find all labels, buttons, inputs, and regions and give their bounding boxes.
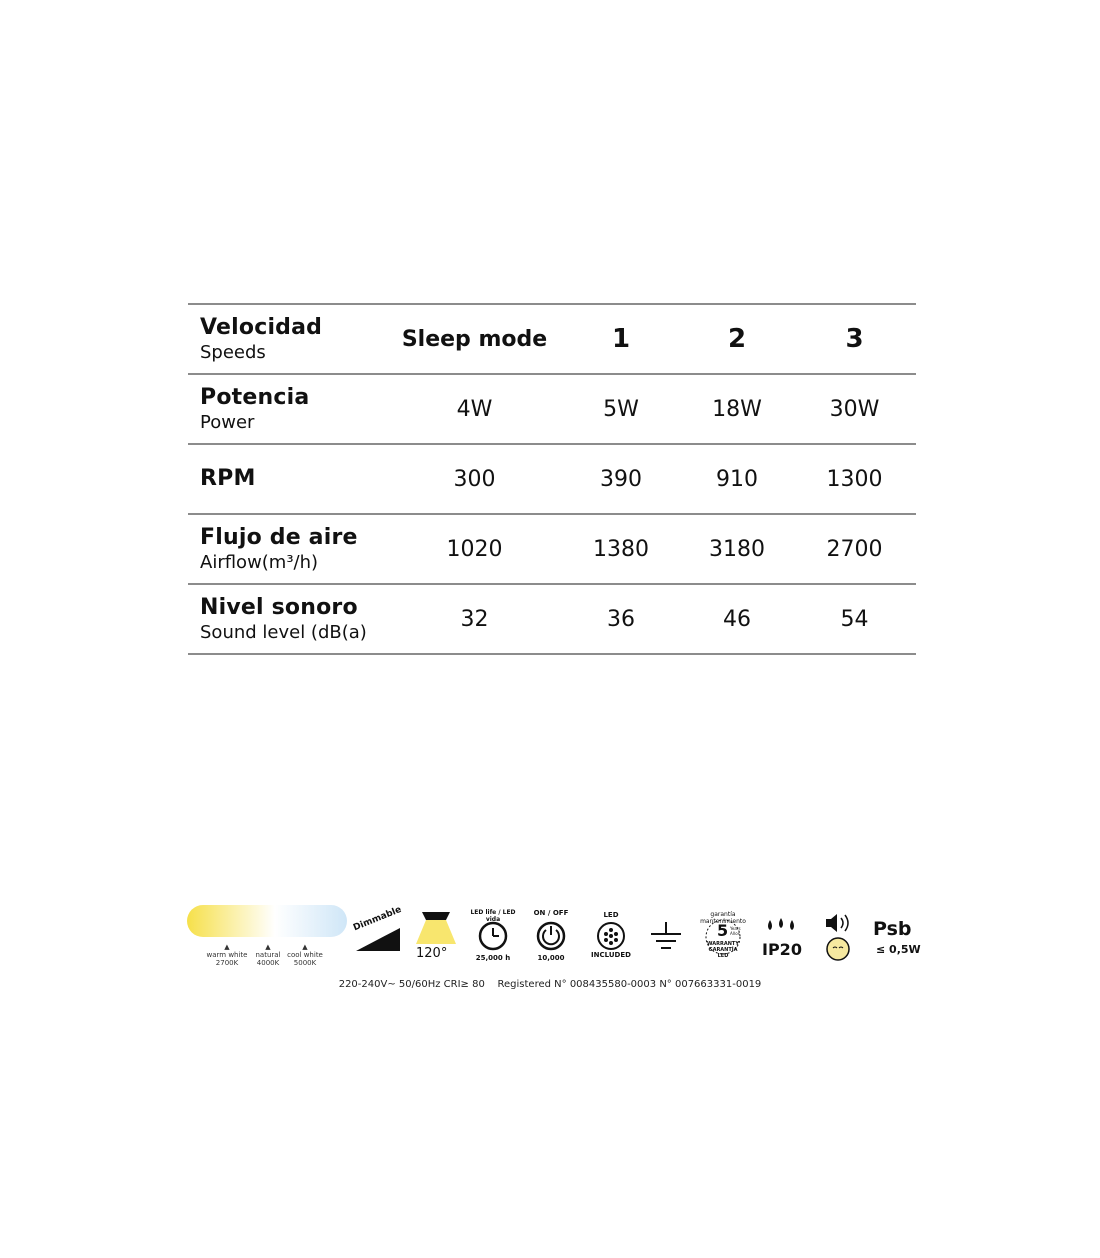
- temp-name: cool white: [287, 951, 323, 959]
- label-en: Sound level (dB(a): [200, 621, 367, 643]
- temp-warm: ▲ warm white 2700K: [203, 943, 251, 967]
- ip-rating: IP20: [762, 940, 802, 959]
- warranty-line: GARANTÍA: [708, 947, 738, 953]
- row-label: [188, 524, 388, 573]
- warranty-number: 5: [717, 921, 729, 940]
- ground-icon: [648, 920, 684, 954]
- led-life-top: LED life / LED vida: [470, 909, 516, 923]
- temp-k: 5000K: [293, 959, 317, 967]
- temp-name: natural: [255, 951, 281, 959]
- beam-angle-icon: [414, 910, 458, 946]
- quiet-baby-icon: [818, 913, 856, 963]
- table-cell: 5W: [603, 396, 639, 422]
- label-en: Airflow(m³/h): [200, 551, 319, 573]
- row-label: [188, 314, 388, 363]
- table-row-airflow: [188, 513, 916, 583]
- led-life-bottom: 25,000 h: [475, 954, 511, 962]
- row-label: [188, 468, 388, 490]
- label-es: Velocidad: [200, 314, 323, 340]
- table-cell: 54: [840, 606, 869, 632]
- table-cell: 3180: [709, 536, 765, 562]
- temp-name: warm white: [206, 951, 248, 959]
- table-cell: 30W: [829, 396, 880, 422]
- label-es: Nivel sonoro: [200, 594, 358, 620]
- beam-angle-label: 120°: [416, 946, 448, 961]
- footnote: 220-240V~ 50/60Hz CRI≥ 80 Registered N° 008435580-0003 N° 007663331-0019: [338, 979, 762, 990]
- led-bottom: INCLUDED: [591, 951, 631, 959]
- dimmable-label: Dimmable: [352, 904, 404, 934]
- table-cell: 32: [460, 606, 489, 632]
- warranty-line: WARRANTY: [707, 941, 739, 947]
- warranty-line: LED: [717, 953, 729, 959]
- row-label: [188, 384, 388, 433]
- table-cell: 1380: [593, 536, 649, 562]
- label-es: Flujo de aire: [200, 524, 358, 550]
- table-cell: 4W: [456, 396, 493, 422]
- table-cell: 18W: [712, 396, 762, 422]
- header-sleep-mode: Sleep mode: [401, 326, 548, 352]
- color-temperature-bar: [186, 904, 348, 938]
- table-cell: 390: [600, 466, 642, 492]
- onoff-bottom: 10,000: [537, 954, 565, 962]
- warranty-text: [700, 941, 746, 959]
- table-cell: 300: [453, 466, 496, 492]
- table-cell: 36: [607, 606, 635, 632]
- led-top: LED: [603, 911, 619, 919]
- warranty-top: garantía mantenimiento: [700, 911, 746, 925]
- spec-table: [188, 303, 916, 655]
- psb-label: Psb: [873, 918, 912, 940]
- table-header-row: [188, 303, 916, 373]
- header-speed-3: 3: [845, 324, 864, 354]
- table-row-sound-level: [188, 583, 916, 655]
- header-speed-2: 2: [727, 324, 747, 354]
- label-en: Speeds: [200, 341, 266, 363]
- table-cell: 2700: [826, 536, 883, 562]
- row-label: [188, 594, 388, 643]
- table-cell: 1300: [826, 466, 883, 492]
- power-icon: [528, 913, 574, 959]
- psb-value: ≤ 0,5W: [876, 943, 921, 956]
- table-cell: 1020: [446, 536, 503, 562]
- water-drops-icon: [764, 916, 798, 936]
- label-en: Power: [200, 411, 255, 433]
- table-cell: 910: [716, 466, 758, 492]
- temp-k: 4000K: [256, 959, 280, 967]
- temp-natural: ▲ natural 4000K: [248, 943, 288, 967]
- label-es: RPM: [200, 466, 256, 491]
- warranty-years: Years Años: [730, 926, 741, 936]
- table-cell: 46: [723, 606, 751, 632]
- temp-k: 2700K: [215, 959, 239, 967]
- header-speed-1: 1: [611, 324, 631, 354]
- table-row-power: [188, 373, 916, 443]
- onoff-top: ON / OFF: [533, 909, 569, 917]
- table-row-rpm: [188, 443, 916, 513]
- temp-cool: ▲ cool white 5000K: [283, 943, 327, 967]
- label-es: Potencia: [200, 384, 310, 410]
